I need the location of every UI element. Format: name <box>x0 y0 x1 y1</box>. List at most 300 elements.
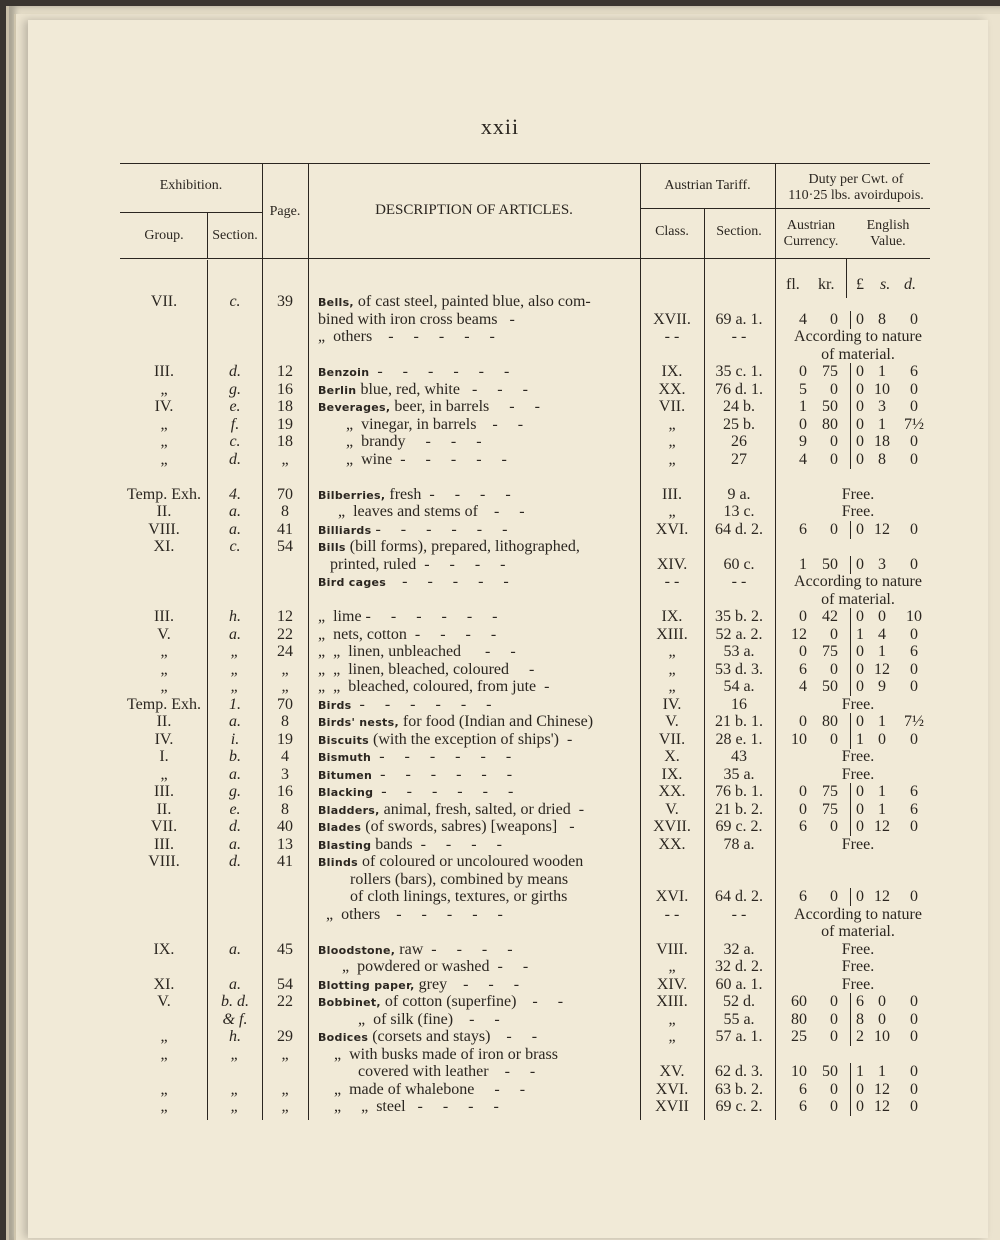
florin-cell: 5 <box>799 380 807 398</box>
tariff-section-cell: 78 a. <box>723 835 755 853</box>
description-cell <box>318 1011 640 1029</box>
tariff-section-cell: 69 c. 2. <box>715 818 763 835</box>
section-cell: b. <box>229 748 241 765</box>
article-text: (with the exception of ships') - <box>369 730 573 748</box>
table-row <box>0 381 1000 399</box>
tariff-section-cell: 62 d. 3. <box>715 1063 763 1080</box>
group-cell: „ <box>160 1080 168 1098</box>
article-name: Bismuth <box>318 751 372 764</box>
article-name: Birds' nests, <box>318 716 399 729</box>
unit-d: d. <box>904 276 916 293</box>
tariff-section-cell: - - <box>731 328 747 345</box>
kreuzer-cell: 0 <box>830 818 838 835</box>
tariff-section-cell: 53 a. <box>723 643 755 660</box>
pence-cell: 0 <box>910 310 918 328</box>
page-cell: 22 <box>277 993 293 1010</box>
tariff-class-cell: VII. <box>658 730 686 748</box>
article-text: of coloured or uncoloured wooden <box>357 853 584 870</box>
article-text: (of swords, sabres) [weapons] - <box>361 818 575 835</box>
table-row <box>0 1063 1000 1081</box>
article-text: „ „ linen, unbleached - - <box>318 643 516 660</box>
article-name: Birds <box>318 698 352 712</box>
group-cell: IV. <box>154 398 174 415</box>
section-cell: „ <box>230 1080 240 1098</box>
shilling-cell: 1 <box>878 363 886 380</box>
currency-divider <box>846 258 847 298</box>
section-cell: c. <box>229 293 241 310</box>
pence-cell: 6 <box>910 643 918 660</box>
header-austrian-currency-1: Austrian <box>786 218 836 233</box>
tariff-section-cell: 52 a. 2. <box>715 625 763 643</box>
kreuzer-cell: 0 <box>830 1080 838 1098</box>
table-row <box>0 363 1000 381</box>
table-row <box>0 486 1000 504</box>
article-text: „ others - - - - - <box>318 328 495 345</box>
article-name: Bloodstone, <box>318 943 396 957</box>
article-name: Blotting paper, <box>318 978 415 992</box>
section-cell: a. <box>229 503 241 520</box>
tariff-section-cell: 28 e. 1. <box>715 730 763 748</box>
duty-note-cell: According to nature <box>794 905 922 923</box>
pound-cell: 1 <box>856 1063 864 1080</box>
kreuzer-cell: 50 <box>822 398 838 415</box>
header-bottom-rule <box>120 258 930 259</box>
duty-note-cell: Free. <box>841 765 875 783</box>
article-text: „ of silk (fine) - - <box>318 1010 500 1028</box>
pound-cell: 0 <box>856 1080 864 1098</box>
kreuzer-cell: 50 <box>822 1063 838 1080</box>
florin-cell: 4 <box>799 450 807 468</box>
shilling-cell: 9 <box>878 678 886 695</box>
tariff-section-cell: 21 b. 2. <box>715 800 763 818</box>
article-text: „ leaves and stems of - - <box>318 503 525 520</box>
description-cell <box>318 731 640 750</box>
kreuzer-cell: 0 <box>830 660 838 678</box>
shilling-cell: 12 <box>874 1098 890 1115</box>
article-name: Berlin <box>318 383 357 397</box>
shilling-cell: 10 <box>874 1028 890 1045</box>
table-row <box>0 766 1000 784</box>
description-cell <box>318 1063 640 1081</box>
page-cell: „ <box>281 1080 289 1098</box>
header-group: Group. <box>144 228 184 243</box>
tariff-section-cell: 57 a. 1. <box>715 1028 763 1045</box>
table-row <box>0 346 1000 364</box>
group-cell: IV. <box>154 730 174 748</box>
kreuzer-cell: 0 <box>830 625 838 643</box>
article-text: blue, red, white - - - <box>356 380 528 398</box>
article-name: Bilberries, <box>318 488 386 502</box>
tariff-class-cell: VII. <box>658 398 686 415</box>
article-text: „ vinegar, in barrels - - <box>318 415 524 433</box>
table-row <box>0 731 1000 749</box>
group-cell: III. <box>154 363 174 380</box>
pound-cell: 0 <box>856 555 864 573</box>
kreuzer-cell: 0 <box>830 1010 838 1028</box>
pence-cell: 0 <box>910 520 918 538</box>
tariff-class-cell: „ <box>668 433 676 450</box>
section-cell: d. <box>229 450 241 468</box>
page-cell: 8 <box>281 713 289 730</box>
pound-cell: 0 <box>856 643 864 660</box>
tariff-section-cell: 13 c. <box>723 503 755 520</box>
shilling-cell: 12 <box>874 520 890 538</box>
group-cell: Temp. Exh. <box>127 695 201 713</box>
tariff-class-cell: IV. <box>662 695 682 713</box>
table-row <box>0 678 1000 696</box>
table-row <box>0 293 1000 311</box>
table-row <box>0 328 1000 346</box>
article-name: Blasting <box>318 838 372 852</box>
pound-cell: 0 <box>856 1098 864 1115</box>
group-cell: VIII. <box>148 520 180 538</box>
table-row <box>0 626 1000 644</box>
unit-s: s. <box>880 276 891 293</box>
shilling-cell: 8 <box>878 310 886 328</box>
florin-cell: 4 <box>799 310 807 328</box>
section-cell: a. <box>229 765 241 783</box>
shilling-cell: 1 <box>878 783 886 800</box>
description-cell <box>318 748 640 767</box>
description-cell <box>318 783 640 802</box>
english-value-rule <box>850 398 851 416</box>
kreuzer-cell: 50 <box>822 555 838 573</box>
page-cell: 54 <box>277 538 293 555</box>
page-cell: 12 <box>277 363 293 380</box>
duty-note-cell: of material. <box>821 923 895 940</box>
kreuzer-cell: 0 <box>830 520 838 538</box>
tariff-section-cell: 32 d. 2. <box>715 958 763 975</box>
header-duty-line2: 110·25 lbs. avoirdupois. <box>788 188 924 203</box>
page-cell: 24 <box>277 643 293 660</box>
shilling-cell: 12 <box>874 660 890 678</box>
description-cell <box>318 906 640 924</box>
pound-cell: 0 <box>856 433 864 450</box>
article-text: „ „ linen, bleached, coloured - <box>318 660 535 678</box>
group-cell: „ <box>160 380 168 398</box>
kreuzer-cell: 80 <box>822 415 838 433</box>
english-value-rule <box>850 451 851 469</box>
article-text: „ made of whalebone - - <box>318 1080 526 1098</box>
table-row <box>0 468 1000 486</box>
section-cell: d. <box>229 363 241 380</box>
article-text: for food (Indian and Chinese) <box>398 713 594 730</box>
florin-cell: 6 <box>799 520 807 538</box>
description-cell <box>318 696 640 715</box>
group-cell: „ <box>160 1045 168 1063</box>
kreuzer-cell: 42 <box>822 608 838 625</box>
article-text: (corsets and stays) - - <box>368 1028 538 1045</box>
header-tariff-section: Section. <box>716 224 762 239</box>
section-cell: „ <box>230 1045 240 1063</box>
florin-cell: 0 <box>799 800 807 818</box>
page-cell: 29 <box>277 1028 293 1045</box>
pence-cell: 0 <box>910 1080 918 1098</box>
section-cell: „ <box>230 643 240 660</box>
group-cell: IX. <box>153 940 175 958</box>
english-value-rule <box>850 556 851 574</box>
pence-cell: 0 <box>910 1028 918 1045</box>
pence-cell: 0 <box>910 1010 918 1028</box>
section-cell: a. <box>229 625 241 643</box>
article-text: beer, in barrels - - <box>390 398 540 415</box>
english-value-rule <box>850 713 851 731</box>
group-cell: VII. <box>150 293 178 310</box>
tariff-class-cell: „ <box>668 503 676 520</box>
article-text: „ others - - - - - <box>318 905 503 923</box>
section-cell: g. <box>229 783 241 800</box>
page-cell: „ <box>281 660 289 678</box>
english-value-rule <box>850 416 851 434</box>
pound-cell: 0 <box>856 783 864 800</box>
article-text: printed, ruled - - - - <box>318 555 506 573</box>
tariff-section-cell: 54 a. <box>723 678 755 695</box>
article-name: Blades <box>318 821 362 834</box>
description-cell <box>318 1081 640 1099</box>
section-cell: e. <box>229 800 241 818</box>
group-cell: „ <box>160 450 168 468</box>
page-cell: 18 <box>277 398 293 415</box>
english-value-rule <box>850 661 851 679</box>
article-text: „ nets, cotton - - - - <box>318 625 497 643</box>
florin-cell: 0 <box>799 783 807 800</box>
english-value-rule <box>850 888 851 906</box>
pound-cell: 0 <box>856 450 864 468</box>
section-cell: a. <box>229 520 241 538</box>
description-cell <box>318 608 640 626</box>
section-cell: b. d. <box>221 993 249 1010</box>
table-row <box>0 451 1000 469</box>
page-cell: „ <box>281 1045 289 1063</box>
table-row <box>0 801 1000 819</box>
shilling-cell: 1 <box>878 1063 886 1080</box>
florin-cell: 0 <box>799 415 807 433</box>
florin-cell: 10 <box>791 730 807 748</box>
description-cell <box>318 328 640 346</box>
pence-cell: 0 <box>910 450 918 468</box>
description-cell <box>318 311 640 329</box>
tariff-class-cell: „ <box>668 678 676 695</box>
description-cell <box>318 398 640 417</box>
group-cell: III. <box>154 608 174 625</box>
header-english-value-2: Value. <box>870 234 906 249</box>
duty-note-cell: Free. <box>841 748 875 765</box>
pound-cell: 0 <box>856 800 864 818</box>
tariff-class-cell: XIV. <box>656 555 688 573</box>
section-cell: c. <box>229 433 241 450</box>
page-cell: 16 <box>277 380 293 398</box>
tariff-class-cell: XIII. <box>656 625 688 643</box>
group-cell: III. <box>154 783 174 800</box>
pound-cell: 0 <box>856 380 864 398</box>
description-cell <box>318 958 640 976</box>
pound-cell: 6 <box>856 993 864 1010</box>
pound-cell: 0 <box>856 398 864 415</box>
section-cell: d. <box>229 818 241 835</box>
kreuzer-cell: 0 <box>830 993 838 1010</box>
section-cell: „ <box>230 678 240 695</box>
tariff-class-cell: „ <box>668 1028 676 1045</box>
page-cell: 8 <box>281 503 289 520</box>
page-cell: 16 <box>277 783 293 800</box>
pound-cell: 0 <box>856 608 864 625</box>
table-row <box>0 713 1000 731</box>
header-class: Class. <box>655 224 689 239</box>
tariff-section-cell: 21 b. 1. <box>715 713 763 730</box>
group-cell: „ <box>160 678 168 695</box>
florin-cell: 80 <box>791 1010 807 1028</box>
tariff-section-cell: - - <box>731 905 747 923</box>
page-cell: 19 <box>277 415 293 433</box>
pence-cell: 0 <box>910 380 918 398</box>
article-name: Beverages, <box>318 401 391 414</box>
table-row <box>0 1028 1000 1046</box>
tariff-class-cell: V. <box>665 713 679 730</box>
article-name: Bladders, <box>318 803 380 817</box>
shilling-cell: 8 <box>878 450 886 468</box>
shilling-cell: 10 <box>874 380 890 398</box>
kreuzer-cell: 0 <box>830 1098 838 1115</box>
group-cell: V. <box>157 993 171 1010</box>
page-cell: 54 <box>277 975 293 993</box>
description-cell <box>318 853 640 872</box>
table-row <box>0 643 1000 661</box>
article-name: Bird cages <box>318 576 387 589</box>
florin-cell: 6 <box>799 1080 807 1098</box>
table-row <box>0 538 1000 556</box>
duty-note-cell: Free. <box>841 485 875 503</box>
article-name: Biscuits <box>318 733 370 747</box>
table-row <box>0 923 1000 941</box>
section-cell: a. <box>229 975 241 993</box>
tariff-section-cell: 55 a. <box>723 1010 755 1028</box>
article-text: raw - - - - <box>395 940 513 958</box>
article-text: - - - - - - <box>373 783 514 800</box>
description-cell <box>318 363 640 382</box>
tariff-section-cell: 76 d. 1. <box>715 380 763 398</box>
english-value-rule <box>850 433 851 451</box>
page-cell: 39 <box>277 293 293 310</box>
florin-cell: 1 <box>799 555 807 573</box>
description-cell <box>318 713 640 732</box>
english-value-rule <box>850 608 851 626</box>
pound-cell: 1 <box>856 730 864 748</box>
table-row <box>0 311 1000 329</box>
florin-cell: 60 <box>791 993 807 1010</box>
page-cell: 41 <box>277 853 293 870</box>
tariff-section-cell: 63 b. 2. <box>715 1080 763 1098</box>
article-text: „ lime - - - - - - <box>318 608 498 625</box>
florin-cell: 1 <box>799 398 807 415</box>
description-cell <box>318 293 640 312</box>
section-cell: c. <box>229 538 241 555</box>
article-text: covered with leather - - <box>318 1063 536 1080</box>
duty-note-cell: According to nature <box>794 573 922 590</box>
english-value-rule <box>850 678 851 696</box>
page-cell: 41 <box>277 520 293 538</box>
tariff-section-cell: 35 a. <box>723 765 755 783</box>
unit-pound: £ <box>856 276 864 293</box>
tariff-class-cell: „ <box>668 643 676 660</box>
description-cell <box>318 941 640 960</box>
article-text: - - - - - - <box>372 765 513 783</box>
tariff-class-cell: XVII. <box>653 310 691 328</box>
section-cell: 1. <box>229 695 241 713</box>
english-value-rule <box>850 1011 851 1029</box>
florin-cell: 4 <box>799 678 807 695</box>
page-number: xxii <box>480 114 520 139</box>
section-cell: e. <box>229 398 241 415</box>
page-cell: 22 <box>277 625 293 643</box>
tariff-class-cell: VIII. <box>656 940 688 958</box>
kreuzer-cell: 0 <box>830 433 838 450</box>
table-row <box>0 818 1000 836</box>
description-cell <box>318 503 640 521</box>
article-text: bands - - - - <box>371 835 502 853</box>
table-row <box>0 433 1000 451</box>
pence-cell: 0 <box>910 993 918 1010</box>
pence-cell: 0 <box>910 398 918 415</box>
article-text: animal, fresh, salted, or dried - <box>379 800 585 818</box>
header-page: Page. <box>269 204 301 219</box>
description-cell <box>318 486 640 505</box>
pence-cell: 0 <box>910 433 918 450</box>
unit-fl: fl. <box>786 276 800 293</box>
tariff-class-cell: „ <box>668 415 676 433</box>
tariff-class-cell: - - <box>664 573 680 590</box>
page-cell: „ <box>281 678 289 695</box>
shilling-cell: 0 <box>878 730 886 748</box>
description-cell <box>318 993 640 1012</box>
article-text: fresh - - - - <box>385 485 511 503</box>
table-row <box>0 591 1000 609</box>
section-cell: h. <box>229 608 241 625</box>
pence-cell: 6 <box>910 783 918 800</box>
pence-cell: 6 <box>910 800 918 818</box>
section-cell: a. <box>229 835 241 853</box>
tariff-class-cell: III. <box>662 485 682 503</box>
english-value-rule <box>850 1098 851 1116</box>
kreuzer-cell: 75 <box>822 363 838 380</box>
tariff-class-cell: IX. <box>661 363 683 380</box>
article-text: - - - - - - <box>369 363 510 380</box>
description-cell <box>318 976 640 995</box>
table-row <box>0 993 1000 1011</box>
header-description: DESCRIPTION OF ARTICLES. <box>375 202 573 218</box>
table-row <box>0 836 1000 854</box>
description-cell <box>318 801 640 820</box>
group-cell: VIII. <box>148 853 180 870</box>
table-row <box>0 416 1000 434</box>
article-text: „ „ bleached, coloured, from jute - <box>318 678 550 695</box>
header-english-value-1: English <box>866 218 910 233</box>
tariff-section-cell: 35 c. 1. <box>715 363 763 380</box>
pound-cell: 0 <box>856 818 864 835</box>
shilling-cell: 1 <box>878 800 886 818</box>
english-value-rule <box>850 1063 851 1081</box>
pence-cell: 0 <box>910 678 918 695</box>
florin-cell: 6 <box>799 660 807 678</box>
description-cell <box>318 381 640 400</box>
header-exhibition: Exhibition. <box>159 178 223 193</box>
description-cell <box>318 1046 640 1064</box>
page-cell: 70 <box>277 485 293 503</box>
page-cell: „ <box>281 1098 289 1115</box>
tariff-class-cell: - - <box>664 328 680 345</box>
table-row <box>0 1011 1000 1029</box>
description-cell <box>318 556 640 574</box>
article-text: „ powdered or washed - - <box>318 958 529 975</box>
